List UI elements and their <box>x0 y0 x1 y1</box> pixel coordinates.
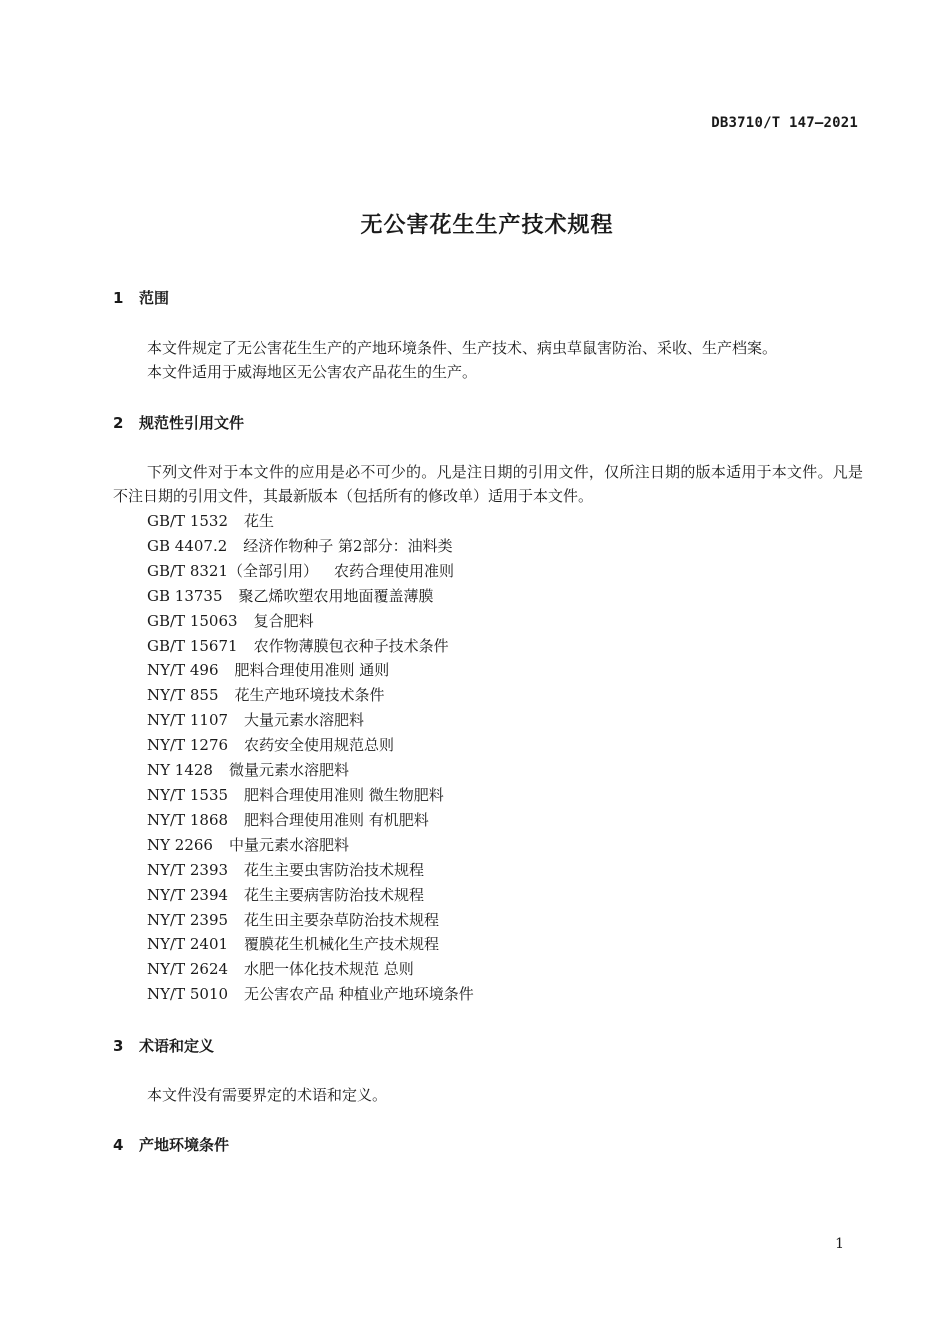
reference-code: NY/T 1107 <box>147 711 229 730</box>
reference-code: NY/T 1868 <box>147 810 229 829</box>
section-2-heading <box>113 412 244 433</box>
reference-title: 花生田主要杂草防治技术规程 <box>244 910 440 929</box>
reference-item <box>147 833 474 858</box>
page-number: 1 <box>835 1236 844 1252</box>
document-title: 无公害花生生产技术规程 <box>360 213 614 238</box>
section-4-heading <box>113 1134 229 1155</box>
section-number: 1 <box>113 289 124 307</box>
reference-item <box>147 957 474 982</box>
reference-title: 经济作物种子 第2部分：油料类 <box>243 536 453 555</box>
reference-code: NY/T 2394 <box>147 885 229 904</box>
reference-item <box>147 634 474 659</box>
reference-code: GB 4407.2 <box>147 536 228 555</box>
reference-item <box>147 733 474 758</box>
reference-code: GB/T 8321（全部引用） <box>147 561 319 580</box>
section-1-heading <box>113 287 169 308</box>
reference-title: 中量元素水溶肥料 <box>228 835 349 854</box>
paragraph: 下列文件对于本文件的应用是必不可少的。凡是注日期的引用文件，仅所注日期的版本适用于本文件。凡是不注日期的引用文件，其最新版本（包括所有的修改单）适用于本文件。 <box>113 463 863 505</box>
reference-title: 覆膜花生机械化生产技术规程 <box>244 935 440 954</box>
reference-code: GB/T 15671 <box>147 636 238 655</box>
reference-title: 微量元素水溶肥料 <box>228 761 349 780</box>
reference-code: NY/T 496 <box>147 661 219 680</box>
reference-title: 花生主要虫害防治技术规程 <box>244 860 425 879</box>
reference-title: 农药安全使用规范总则 <box>244 736 395 755</box>
reference-item <box>147 758 474 783</box>
reference-code: GB/T 15063 <box>147 611 238 630</box>
reference-title: 聚乙烯吹塑农用地面覆盖薄膜 <box>238 586 434 605</box>
reference-code: GB 13735 <box>147 586 223 605</box>
reference-title: 水肥一体化技术规范 总则 <box>244 960 414 979</box>
reference-item <box>147 883 474 908</box>
paragraph: 本文件规定了无公害花生生产的产地环境条件、生产技术、病虫草鼠害防治、采收、生产档案。 <box>147 339 778 357</box>
reference-title: 农药合理使用准则 <box>334 561 455 580</box>
reference-item <box>147 658 474 683</box>
reference-item <box>147 932 474 957</box>
section-title: 术语和定义 <box>139 1037 215 1055</box>
reference-code: NY/T 2393 <box>147 860 229 879</box>
reference-title: 无公害农产品 种植业产地环境条件 <box>244 985 474 1004</box>
reference-code: NY/T 2624 <box>147 960 229 979</box>
section-number: 3 <box>113 1037 124 1055</box>
reference-title: 农作物薄膜包衣种子技术条件 <box>253 636 449 655</box>
reference-item <box>147 908 474 933</box>
reference-item <box>147 609 474 634</box>
reference-item <box>147 808 474 833</box>
reference-item <box>147 584 474 609</box>
reference-title: 肥料合理使用准则 通则 <box>234 661 390 680</box>
reference-title: 花生产地环境技术条件 <box>234 686 385 705</box>
section-number: 4 <box>113 1136 124 1154</box>
reference-code: NY/T 855 <box>147 686 219 705</box>
section-title: 范围 <box>139 289 170 307</box>
document-code: DB3710/T 147—2021 <box>711 115 858 131</box>
reference-title: 肥料合理使用准则 有机肥料 <box>244 810 429 829</box>
reference-item <box>147 858 474 883</box>
paragraph: 本文件适用于威海地区无公害农产品花生的生产。 <box>147 363 478 381</box>
reference-code: NY/T 2401 <box>147 935 229 954</box>
reference-code: NY 1428 <box>147 761 213 780</box>
reference-item <box>147 708 474 733</box>
reference-code: NY 2266 <box>147 835 213 854</box>
reference-title: 大量元素水溶肥料 <box>244 711 365 730</box>
paragraph: 本文件没有需要界定的术语和定义。 <box>147 1086 388 1104</box>
section-title: 产地环境条件 <box>139 1136 230 1154</box>
section-title: 规范性引用文件 <box>139 414 245 432</box>
reference-code: NY/T 2395 <box>147 910 229 929</box>
reference-title: 复合肥料 <box>253 611 314 630</box>
section-3-heading <box>113 1035 214 1056</box>
reference-item <box>147 683 474 708</box>
reference-code: NY/T 1535 <box>147 785 229 804</box>
normative-intro <box>113 460 863 508</box>
reference-item <box>147 534 474 559</box>
terms-text <box>113 1083 863 1107</box>
reference-code: NY/T 5010 <box>147 985 229 1004</box>
reference-title: 花生 <box>244 512 275 530</box>
reference-title: 花生主要病害防治技术规程 <box>244 885 425 904</box>
section-number: 2 <box>113 414 124 432</box>
reference-item <box>147 559 474 584</box>
reference-item <box>147 509 474 534</box>
reference-title: 肥料合理使用准则 微生物肥料 <box>244 785 444 804</box>
reference-code: NY/T 1276 <box>147 736 229 755</box>
reference-list <box>147 509 474 1007</box>
reference-code: GB/T 1532 <box>147 512 229 530</box>
scope-text <box>113 336 863 384</box>
reference-item <box>147 783 474 808</box>
reference-item <box>147 982 474 1007</box>
